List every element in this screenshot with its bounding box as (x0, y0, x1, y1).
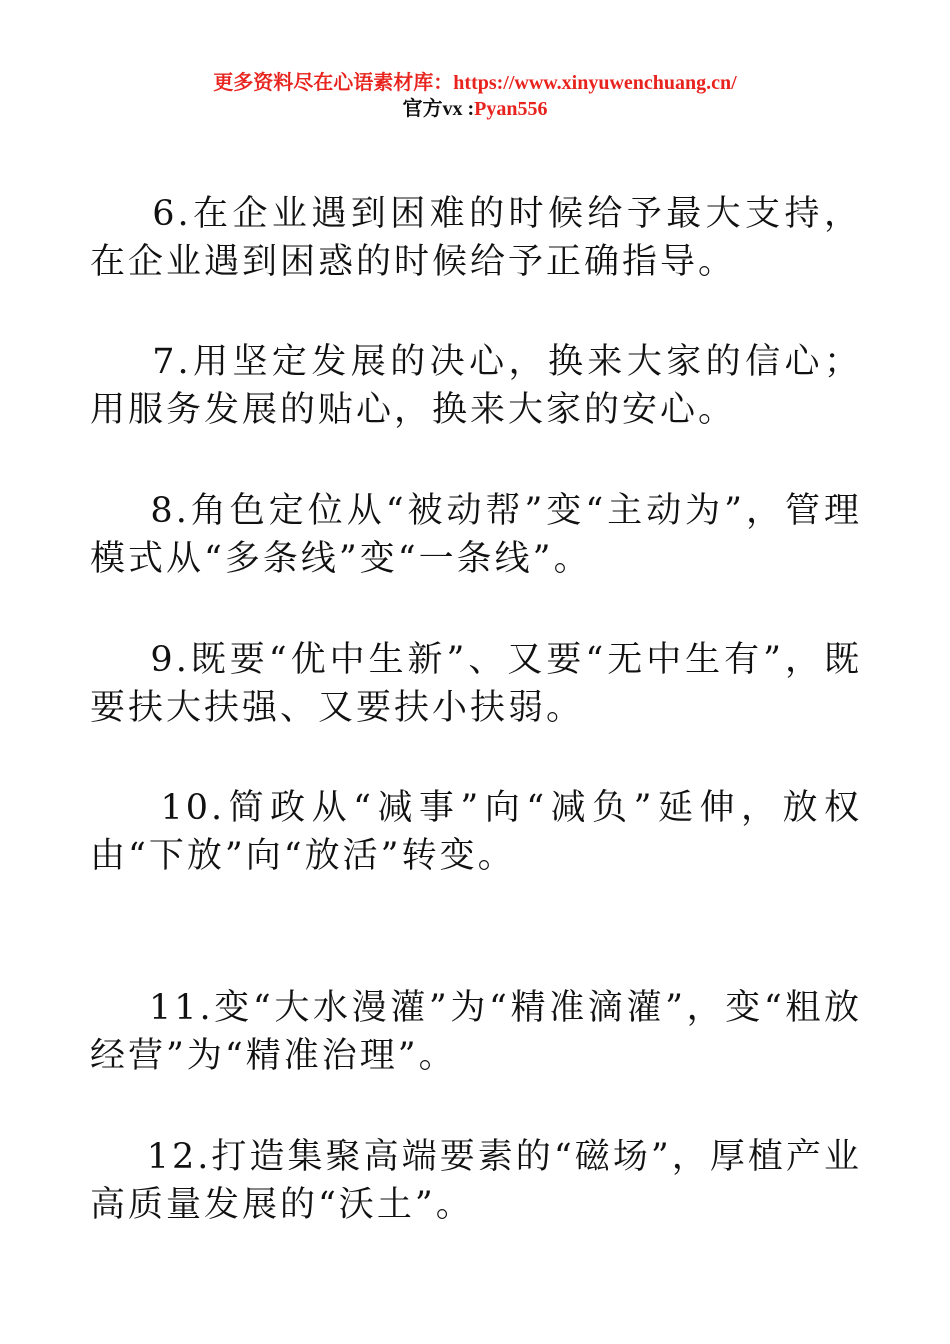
list-item-12: 12.打造集聚高端要素的“磁场”，厚植产业高质量发展的“沃土”。 (90, 1137, 862, 1225)
list-item-6: 6.在企业遇到困难的时候给予最大支持，在企业遇到困惑的时候给予正确指导。 (90, 194, 862, 282)
page-header (0, 70, 950, 122)
list-item-9: 9.既要“优中生新”、又要“无中生有”，既要扶大扶强、又要扶小扶弱。 (90, 640, 862, 728)
header-url-link[interactable]: https://www.xinyuwenchuang.cn/ (453, 72, 737, 94)
list-item-10: 10.简政从“减事”向“减负”延伸，放权由“下放”向“放活”转变。 (90, 788, 862, 876)
header-line-2 (0, 96, 950, 122)
header-promo-text: 更多资料尽在心语素材库： (213, 72, 454, 94)
list-item-11: 11.变“大水漫灌”为“精准滴灌”，变“粗放经营”为“精准治理”。 (90, 988, 862, 1076)
header-vx-id: Pyan556 (474, 98, 548, 120)
header-vx-label: 官方vx : (402, 98, 475, 120)
list-item-7: 7.用坚定发展的决心，换来大家的信心；用服务发展的贴心，换来大家的安心。 (90, 342, 862, 430)
list-item-8: 8.角色定位从“被动帮”变“主动为”，管理模式从“多条线”变“一条线”。 (90, 491, 862, 579)
header-line-1 (0, 70, 950, 96)
